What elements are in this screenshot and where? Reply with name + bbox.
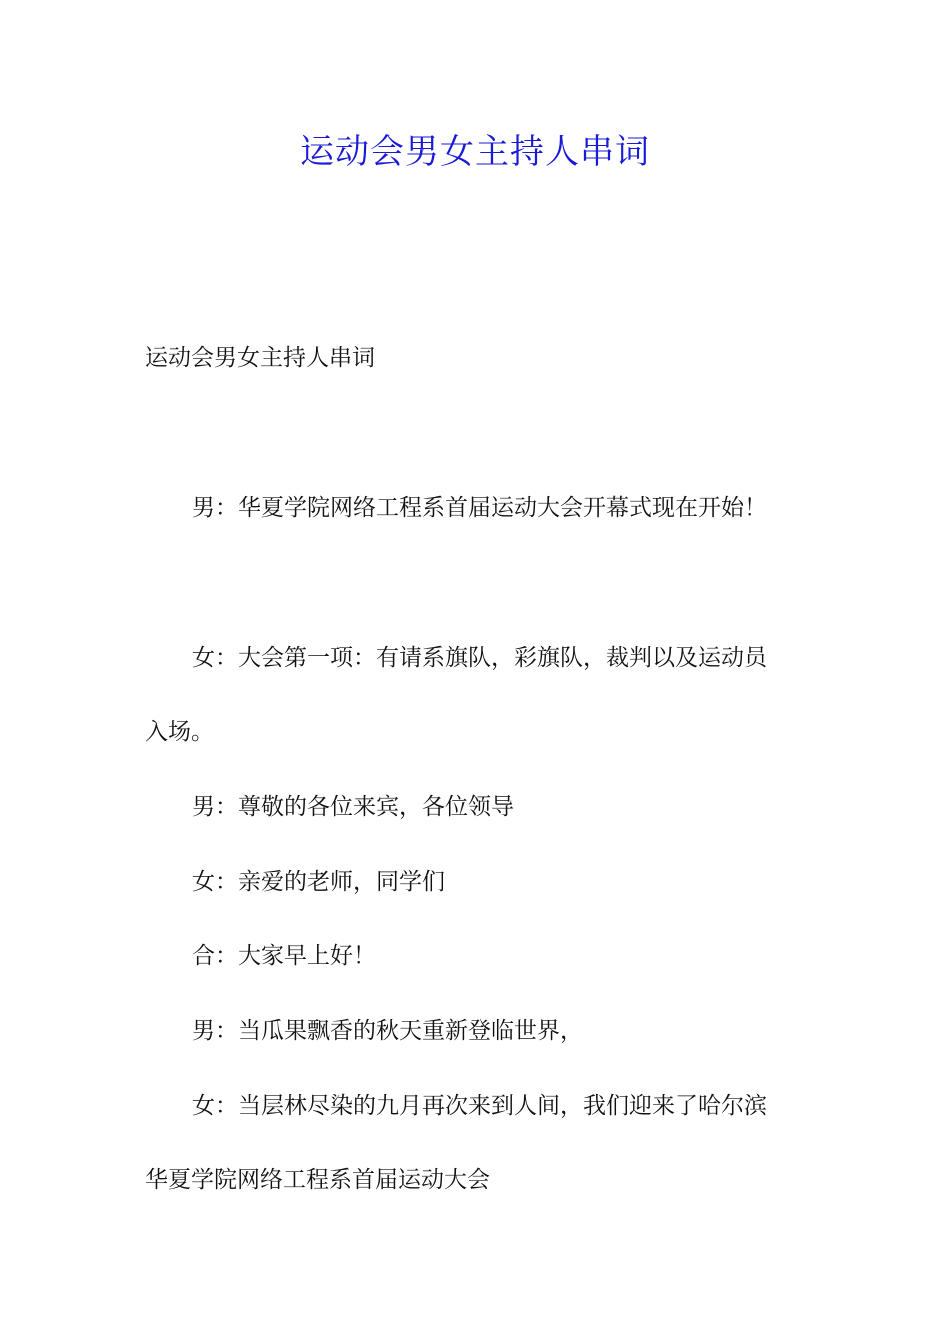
script-line-7: 女：当层林尽染的九月再次来到人间，我们迎来了哈尔滨 xyxy=(192,1093,767,1119)
script-line-2-continued: 入场。 xyxy=(145,719,214,745)
script-line-6: 男：当瓜果飘香的秋天重新登临世界， xyxy=(192,1018,583,1044)
script-line-4: 女：亲爱的老师，同学们 xyxy=(192,869,445,895)
document-subtitle: 运动会男女主持人串词 xyxy=(145,345,375,371)
script-line-1: 男：华夏学院网络工程系首届运动大会开幕式现在开始！ xyxy=(192,495,767,521)
script-line-2: 女：大会第一项：有请系旗队，彩旗队，裁判以及运动员 xyxy=(192,645,767,671)
script-line-7-continued: 华夏学院网络工程系首届运动大会 xyxy=(145,1167,490,1193)
document-title: 运动会男女主持人串词 xyxy=(300,132,650,172)
script-line-3: 男：尊敬的各位来宾，各位领导 xyxy=(192,794,514,820)
script-line-5: 合：大家早上好！ xyxy=(192,943,376,969)
